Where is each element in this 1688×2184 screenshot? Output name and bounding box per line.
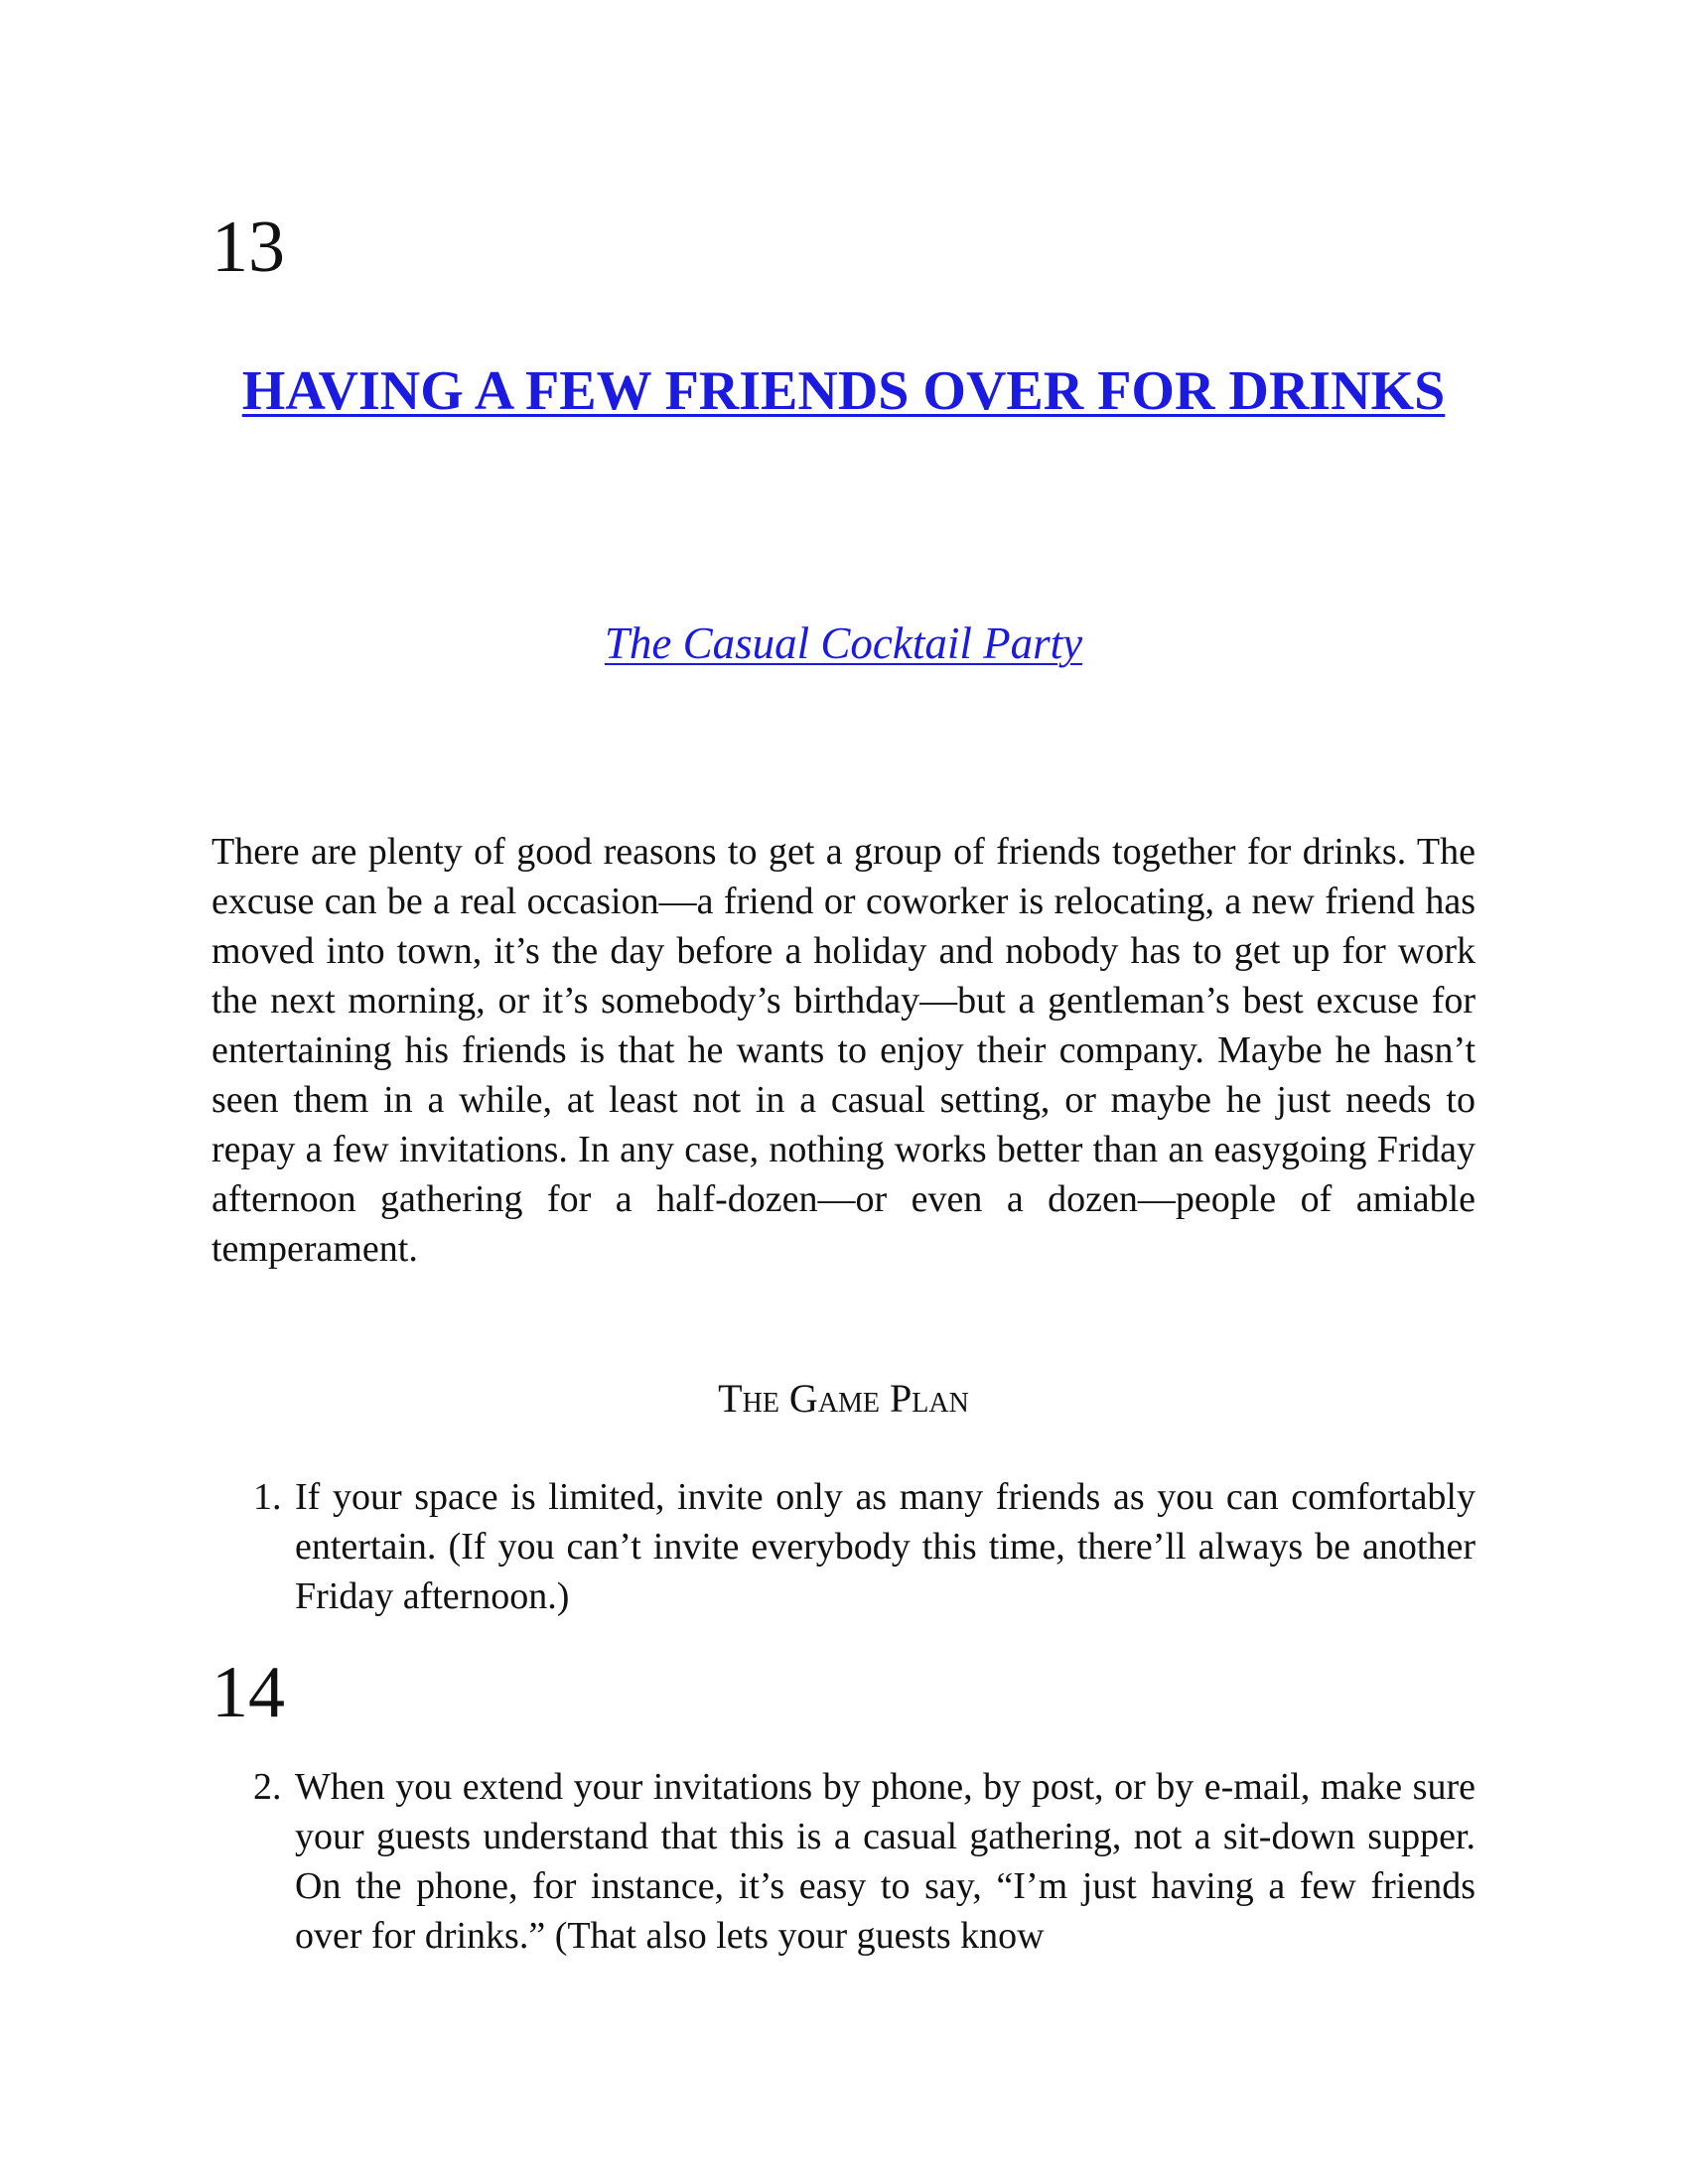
page-number-middle: 14 [211, 1652, 285, 1733]
intro-paragraph: There are plenty of good reasons to get a group of friends together for drinks. The excuse can be a real occasion—a friend or coworker is relocating, a new friend has moved into town, it’s the day before a holiday and nobody has to get up for work the next morning, or it’s somebody’s birthday—but a gentleman’s best excuse for entertaining his friends is that he wants to enjoy their company. Maybe he hasn’t seen them in a while, at least not in a casual setting, or maybe he just needs to repay a few invitations. In any case, nothing works better than an easygoing Friday afternoon gathering for a half-dozen—or even a dozen—people of amiable temperament. [211, 831, 1476, 1270]
chapter-subtitle-link[interactable]: The Casual Cocktail Party [604, 618, 1083, 668]
page-number-top: 13 [211, 206, 285, 288]
list-item-text: If your space is limited, invite only as many friends as you can comfortably entertain. (If you can’t invite everybody this time, there’ll always be another Friday afternoon.) [295, 1476, 1476, 1617]
list-item [253, 1472, 1476, 1621]
list-item-number: 1. [253, 1476, 282, 1518]
list-item [253, 1762, 1476, 1961]
list-item-text: When you extend your invitations by phone, by post, or by e-mail, make sure your guests understand that this is a casual gathering, not a sit-down supper. On the phone, for instance, it’s easy to say, “I’m just having a few friends over for drinks.” (That also lets your guests know [295, 1766, 1476, 1957]
chapter-title-link[interactable]: HAVING A FEW FRIENDS OVER FOR DRINKS [241, 360, 1446, 422]
section-heading: The Game Plan [718, 1376, 969, 1421]
list-item-number: 2. [253, 1766, 282, 1808]
chapter-subtitle [211, 614, 1476, 673]
chapter-title [211, 355, 1476, 427]
